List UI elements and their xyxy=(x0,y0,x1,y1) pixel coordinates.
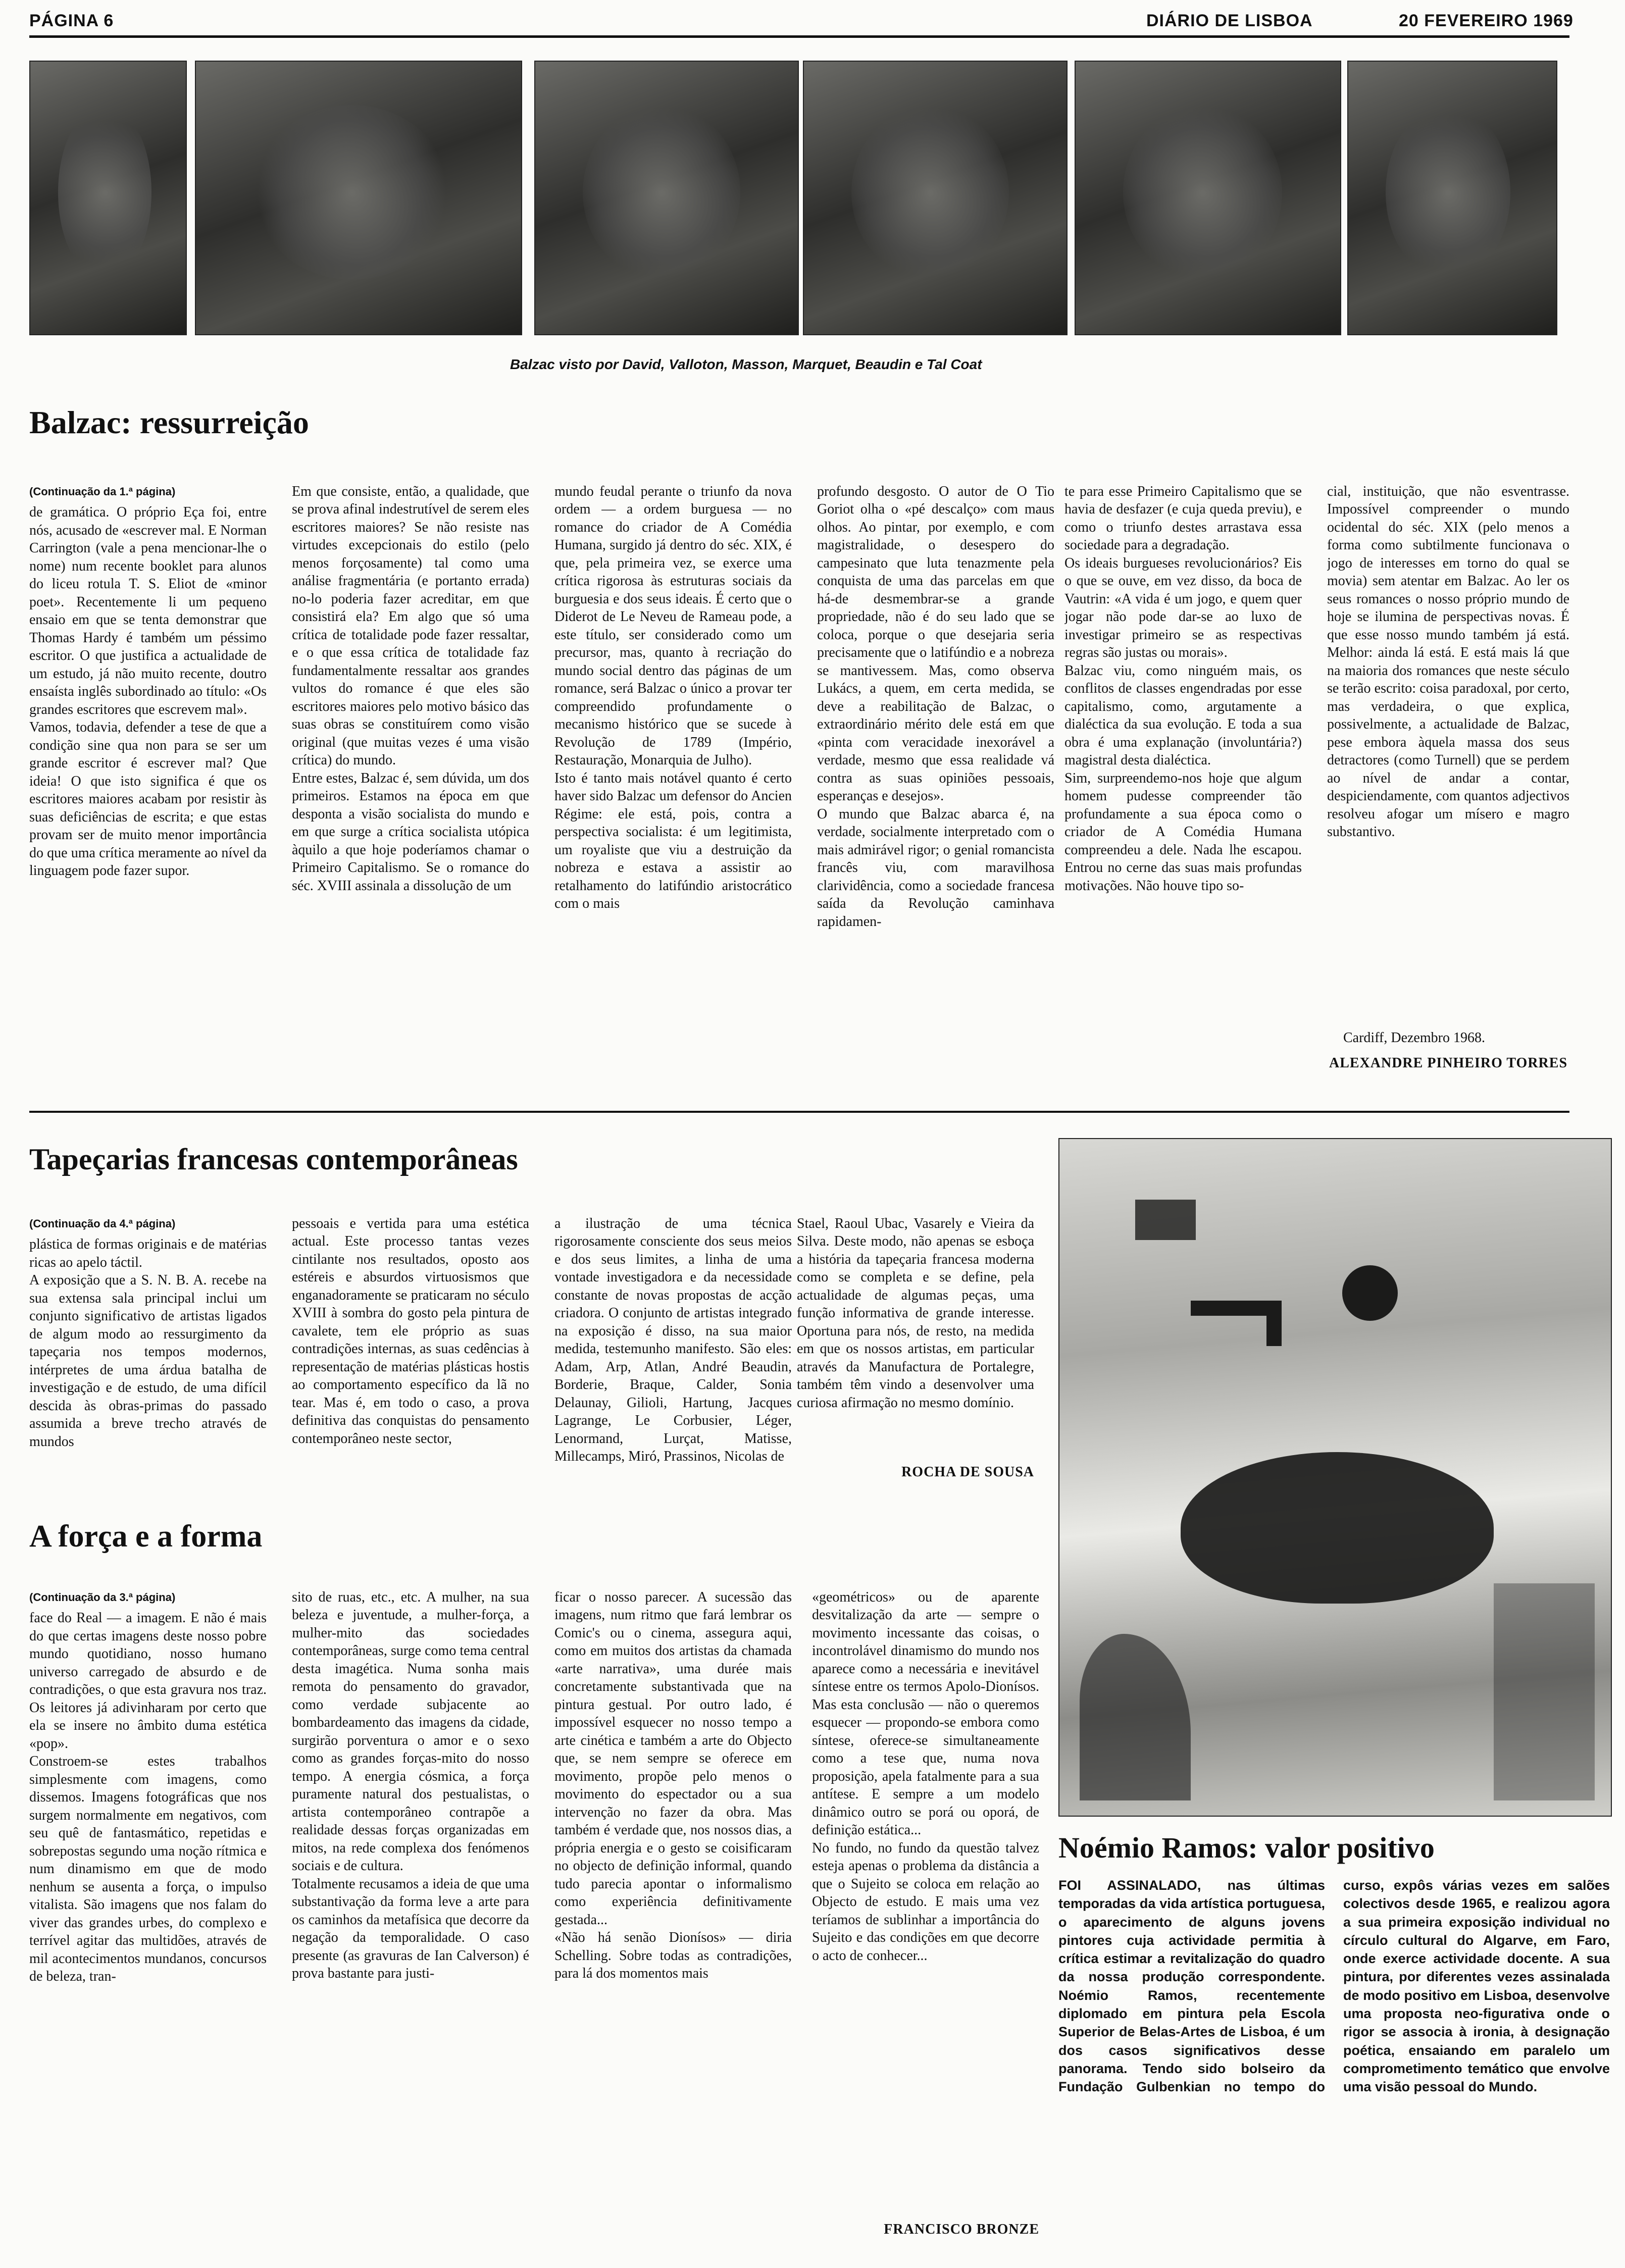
forca-column-text: «geométricos» ou de aparente desvitalização da arte — sempre o movimento incessante das coisas, o incontrolável dinamismo do mundo nos aparece como a necessária e inevitável síntese entre os termos Apolo-Dionísos. Mas esta conclusão — não o queremos esquecer — propondo-se embora como síntese, oferece-se simultaneamente como a tese que, numa nova proposição, apela fatalmente para a sua antítese. E sempre a um modelo dinâmico outro se porá ou oporá, de definição estática... No fundo, no fundo da questão talvez esteja apenas o problema da distância a que o Sujeito se coloca em relação ao Objecto de estudo. E mais uma vez teríamos de sublinhar a importância do Sujeito e das condições em que decorre o acto de conhecer... xyxy=(812,1589,1039,1964)
tapecarias-headline: Tapeçarias francesas contemporâneas xyxy=(29,1143,518,1176)
balzac-column-text: profundo desgosto. O autor de O Tio Goriot olha o «pé descalço» com maus olhos. Ao pintar, por exemplo, e com magistralidade, o desespero do campesinato que luta tenazmente pela conquista de uma das parcelas em que há-de desmembrar-se a grande propriedade, não é do seu lado que se coloca, porque o que desejaria seria precisamente que o latifúndio e a nobreza se mantivessem. Mas, como observa Lukács, a quem, em certa medida, se deve a reabilitação de Balzac, o extraordinário mérito dele está em que «pinta com veracidade inexorável a verdade, mesmo que essa realidade vá contra as suas opiniões pessoais, esperanças e desejos». O mundo que Balzac abarca é, na verdade, socialmente interpretado com o mais admirável rigor; o genial romancista francês viu, com maravilhosa clarividência, como a sociedade francesa saída da Revolução caminhava rapidamen- xyxy=(817,483,1054,930)
photo-caption: Balzac visto por David, Valloton, Masson, Marquet, Beaudin e Tal Coat xyxy=(510,356,982,372)
newspaper-name: DIÁRIO DE LISBOA xyxy=(1146,11,1313,30)
balzac-headline: Balzac: ressurreição xyxy=(29,404,309,440)
balzac-column-text: de gramática. O próprio Eça foi, entre nós, acusado de «escrever mal. E Norman Carrington (vale a pena mencionar-lhe o nome) num recente booklet para alunos do liceu rotula T. S. Eliot de «minor poet». Recentemente li um pequeno ensaio em que se tenta demonstrar que Thomas Hardy é também um péssimo escritor. O que justifica a actualidade de um estudo, já não muito recente, doutro ensaísta inglês subordinado ao título: «Os grandes escritores que escrevem mal». Vamos, todavia, defender a tese de que a condição sine qua non para se ser um grande escritor é escrever mal? Que ideia! O que isto significa é que os escritores maiores acabam por resistir às suas deficiências de escrita; e que estas provam ser de muito menor importância do que uma crítica meramente ao nível da linguagem pode fazer supor. xyxy=(29,504,267,879)
tapecarias-column-4 xyxy=(797,1197,1034,1459)
balzac-place-date: Cardiff, Dezembro 1968. xyxy=(1343,1030,1485,1046)
noemio-article-body: FOI ASSINALADO, nas últimas temporadas da vida artística portuguesa, o aparecimento de alguns jovens pintores cuja actividade permitia à crítica estimar a revitalização do quadro da nossa produção correspondente. Noémio Ramos, recentemente diplomado em pintura pela Escola Superior de Belas-Artes de Lisboa, é um dos casos significativos desse panorama. Tendo sido bolseiro da Fundação Gulbenkian no tempo do curso, expôs várias vezes em salões colectivos desde 1965, e realizou agora a sua primeira exposição individual no círculo cultural do Algarve, em Faro, onde exerce actividade docente. A sua pintura, por diferentes vezes assinalada de modo positivo em Lisboa, desenvolve uma proposta neo-figurativa onde o rigor se associa à ironia, à designação poética, ensaiando em paralelo um comprometimento temático que envolve uma visão pessoal do Mundo. xyxy=(1058,1878,1610,2095)
balzac-continuation-note: (Continuação da 1.ª página) xyxy=(29,485,176,498)
forca-column-text: face do Real — a imagem. E não é mais do que certas imagens deste nosso pobre mundo quotidiano, nosso humano universo carregado de absurdo e de contradições, o que esta gravura nos traz. Os leitores já adivinharam por certo que ela se insere no âmbito duma estética «pop». Constroem-se estes trabalhos simplesmente com imagens, como dissemos. Imagens fotográficas que nos surgem normalmente em negativos, com seu quê de fantasmático, repetidas e sobrepostas segundo uma noção rítmica e num dinamismo em que de modo nenhum se ausenta a força, o impulso vitalista. São imagens que nos falam do viver das grandes urbes, do complexo e terrível agitar das multidões, através de mil acontecimentos mundanos, concursos de beleza, tran- xyxy=(29,1610,267,1984)
portrait-david xyxy=(29,61,187,335)
forca-column-2 xyxy=(292,1570,529,2247)
forca-column-4 xyxy=(812,1570,1039,2206)
portrait-valloton xyxy=(195,61,522,335)
balzac-column-1 xyxy=(29,465,267,1091)
balzac-column-4 xyxy=(817,465,1054,1091)
tapecarias-column-text: pessoais e vertida para uma estética actual. Este processo tantas vezes cintilante nos resultados, oposto aos estéreis e absurdos virtuosismos que enganadoramente se praticaram no século XVIII à sombra do gosto pela pintura de cavalete, tem ele próprio as suas contradições internas, as suas cedências à representação de matérias plásticas hostis ao comportamento específico da lã no tear. Mas é, em todo o caso, a prova definitiva das conquistas do pensamento contemporâneo neste sector, xyxy=(292,1215,529,1447)
forca-author: FRANCISCO BRONZE xyxy=(884,2222,1039,2237)
tapecarias-column-2 xyxy=(292,1197,529,1479)
balzac-column-text: te para esse Primeiro Capitalismo que se havia de desfazer (e cuja queda previu), e como o triunfo destes arrastava essa sociedade para a degradação. Os ideais burgueses revolucionários? Eis o que se ouve, em vez disso, da boca de Vautrin: «A vida é um jogo, e quem quer jogar não pode dar-se ao luxo de investigar primeiro se as respectivas regras são justas ou morais». Balzac viu, como ninguém mais, os conflitos de classes engendradas por esse capitalismo, como, argutamente a dialéctica da sua evolução. E toda a sua obra é uma explanação (involuntária?) magistral desta dialéctica. Sim, surpreendemo-nos hoje que algum homem pudesse compreender tão profundamente a sua época como o criador de A Comédia Humana compreendeu a dele. Nada lhe escapou. Entrou no cerne das suas mais profundas motivações. Não houve tipo so- xyxy=(1064,483,1302,894)
balzac-column-5 xyxy=(1064,465,1302,1091)
balzac-author: ALEXANDRE PINHEIRO TORRES xyxy=(1329,1055,1568,1071)
balzac-column-6 xyxy=(1327,465,1569,1030)
tapecarias-continuation-note: (Continuação da 4.ª página) xyxy=(29,1217,176,1230)
noemio-ramos-painting xyxy=(1058,1138,1612,1817)
forca-column-1 xyxy=(29,1570,267,2247)
page-number: PÁGINA 6 xyxy=(29,11,114,30)
tapecarias-column-1 xyxy=(29,1197,267,1479)
forca-headline: A força e a forma xyxy=(29,1519,263,1554)
forca-column-text: ficar o nosso parecer. A sucessão das imagens, num ritmo que fará lembrar os Comic's ou o cinema, assegura aqui, como em muitos dos artistas da chamada «arte narrativa», uma durée mais concretamente substantivada que na pintura gestual. Por outro lado, é impossível esquecer no nosso tempo a arte cinética e também a arte do Objecto que, se nem sempre se oferece em movimento, propõe pelo menos o movimento do espectador ou a sua intervenção no fazer da obra. Mas também é verdade que, nos nossos dias, a própria energia e o gesto se coisificaram no objecto de definição informal, quando tudo parecia apontar o informalismo como experiência definitivamente gestada... «Não há senão Dionísos» — diria Schelling. Sobre todas as contradições, para lá dos momentos mais xyxy=(554,1589,792,1981)
tapecarias-column-text: Stael, Raoul Ubac, Vasarely e Vieira da Silva. Deste modo, não apenas se esboça a história da tapeçaria francesa moderna como se completa e se define, pela actualidade de algumas peças, uma função informativa de grande interesse. Oportuna para nós, de resto, na medida em que os nossos artistas, em particular através da Manufactura de Portalegre, também têm vindo a desenvolver uma curiosa afirmação no mesmo domínio. xyxy=(797,1215,1034,1411)
issue-date: 20 FEVEREIRO 1969 xyxy=(1399,11,1573,30)
forca-column-3 xyxy=(554,1570,792,2247)
balzac-column-text: cial, instituição, que não esventrasse. Impossível compreender o mundo ocidental do séc. XIX (pelo menos a forma como subtilmente funcionava o jogo de interesses em torno do qual se movia) sem atentar em Balzac. Ao ler os seus romances o nosso próprio mundo de hoje se ilumina de perspectivas novas. É que esse nosso mundo também já está. Melhor: ainda lá está. E está mais lá que na maioria dos romances que neste século se terão escrito: coisa paradoxal, por certo, mas verdadeira, o que explica, possivelmente, a actualidade de Balzac, pese embora àquela massa dos seus detractores (como Turnell) que se perdem ao nível de andar a contar, despiciendamente, com quantos adjectivos resolveu afogar um mísero e magro substantivo. xyxy=(1327,483,1569,840)
tapecarias-column-text: plástica de formas originais e de matérias ricas ao apelo táctil. A exposição que a S. N. B. A. recebe na sua extensa sala principal inclui um conjunto significativo de artistas ligados de algum modo ao ressurgimento da tapeçaria nos tempos modernos, intérpretes de uma árdua batalha de investigação e de estudo, de uma difícil descida às obras-primas do passado assumida a breve trecho através de mundos xyxy=(29,1236,267,1450)
balzac-column-text: mundo feudal perante o triunfo da nova ordem — a ordem burguesa — no romance do criador de A Comédia Humana, surgido já dentro do séc. XIX, é que, pela primeira vez, se exerce uma crítica rigorosa às estruturas sociais da burguesia e dos seus ideais. É certo que o Diderot de Le Neveu de Rameau pode, a este título, ser considerado como um precursor, mas, quanto à recriação do mundo social dentro das páginas de um romance, será Balzac o único a provar ter compreendido profundamente o mecanismo histórico que se sucede à Revolução de 1789 (Império, Restauração, Monarquia de Julho). Isto é tanto mais notável quanto é certo haver sido Balzac um defensor do Ancien Régime: ele está, pois, contra a perspectiva socialista: é um legitimista, um royaliste que viu a destruição da nobreza e estava a assistir ao retalhamento do latifúndio aristocrático com o mais xyxy=(554,483,792,911)
portrait-beaudin xyxy=(1075,61,1341,335)
balzac-column-2 xyxy=(292,465,529,1091)
balzac-column-3 xyxy=(554,465,792,1091)
tapecarias-column-text: a ilustração de uma técnica rigorosamente consciente dos seus meios e dos seus limites, a linha de uma vontade investigadora e da necessidade constante de novas propostas de acção criadora. O conjunto de artistas integrado na exposição é disso, na sua maior medida, testemunho manifesto. São eles: Adam, Arp, Atlan, André Beaudin, Borderie, Braque, Calder, Sonia Delaunay, Gilioli, Hartung, Jacques Lagrange, Le Corbusier, Léger, Lenormand, Lurçat, Matisse, Millecamps, Miró, Prassinos, Nicolas de xyxy=(554,1215,792,1464)
tapecarias-column-3 xyxy=(554,1197,792,1479)
header-rule xyxy=(29,35,1569,38)
portrait-masson xyxy=(534,61,799,335)
forca-continuation-note: (Continuação da 3.ª página) xyxy=(29,1590,176,1604)
forca-column-text: sito de ruas, etc., etc. A mulher, na sua beleza e juventude, a mulher-força, a mulher-mito das sociedades contemporâneas, surge como tema central desta imagética. Numa sonha mais remota do pensamento do gravador, como verdade subjacente ao bombardeamento das imagens da cidade, surgirão porventura o amor e o sexo como as grandes forças-mito do nosso tempo. A energia cósmica, a força puramente natural dos pestualistas, o artista contemporâneo contrapõe a realidade dessas forças organizadas em mitos, na rede complexa dos fenómenos sociais e de cultura. Totalmente recusamos a ideia de que uma substantivação da forma leve a arte para os caminhos da metafísica que decorre da negação da temporalidade. O caso presente (as gravuras de Ian Calverson) é prova bastante para justi- xyxy=(292,1589,529,1981)
portrait-tal-coat xyxy=(1347,61,1557,335)
balzac-column-text: Em que consiste, então, a qualidade, que se prova afinal indestrutível de serem eles escritores maiores? Se não resiste nas virtudes excepcionais do estilo (pelo menos forçosamente) tal como uma análise fragmentária (e portanto errada) no-lo poderia fazer acreditar, em que consistirá ela? Em algo que só uma crítica de totalidade pode fazer ressaltar, e o que essa crítica de totalidade faz fundamentalmente ressaltar aos grandes vultos do romance é que eles são escritores maiores pelo motivo básico das suas obras se constituírem como visão original (que muitas vezes é uma visão crítica) do mundo. Entre estes, Balzac é, sem dúvida, um dos primeiros. Estamos na época em que desponta a visão socialista do mundo e em que surge a crítica socialista utópica àquilo a que hoje poderíamos chamar o Primeiro Capitalismo. Se o romance do séc. XVIII assinala a dissolução de um xyxy=(292,483,529,894)
tapecarias-author: ROCHA DE SOUSA xyxy=(901,1464,1034,1480)
noemio-headline: Noémio Ramos: valor positivo xyxy=(1058,1831,1435,1864)
portrait-marquet xyxy=(803,61,1068,335)
section-rule xyxy=(29,1111,1569,1113)
